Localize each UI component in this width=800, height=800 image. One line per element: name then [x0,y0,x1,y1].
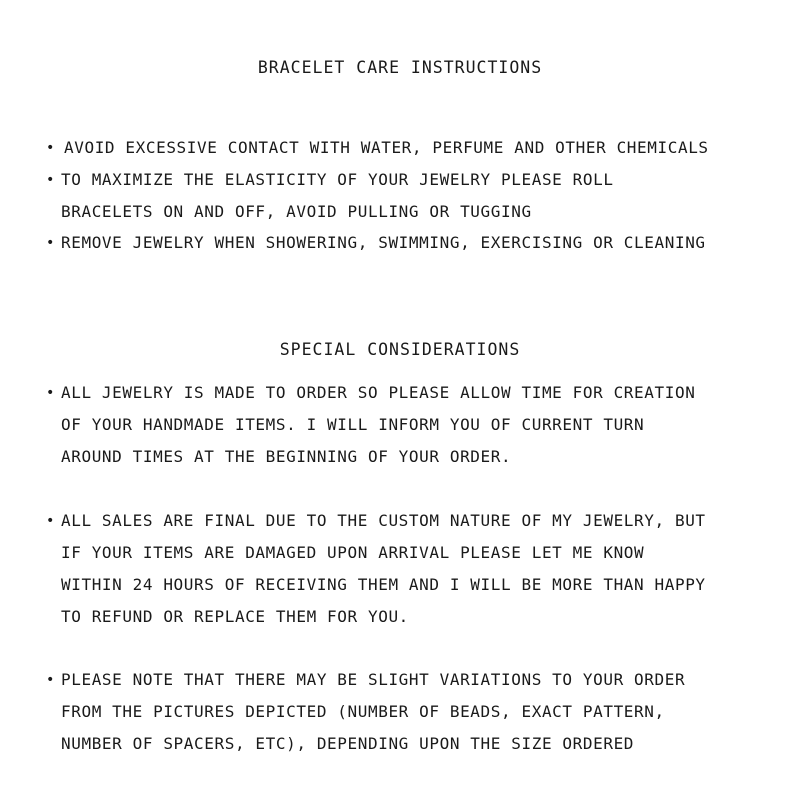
list-item-text: TO REFUND OR REPLACE THEM FOR YOU. [61,607,409,626]
list-item-text: FROM THE PICTURES DEPICTED (NUMBER OF BEADS, EXACT PATTERN, [61,702,665,721]
bullet-icon: • [46,172,56,188]
list-item-text: NUMBER OF SPACERS, ETC), DEPENDING UPON THE SIZE ORDERED [61,734,635,753]
list-item-text: WITHIN 24 HOURS OF RECEIVING THEM AND I WILL BE MORE THAN HAPPY [61,575,706,594]
list-item-text: AVOID EXCESSIVE CONTACT WITH WATER, PERFUME AND OTHER CHEMICALS [64,138,709,157]
list-item-text: BRACELETS ON AND OFF, AVOID PULLING OR TUGGING [61,202,532,221]
bullet-icon: • [46,513,56,529]
list-item-text: PLEASE NOTE THAT THERE MAY BE SLIGHT VARIATIONS TO YOUR ORDER [61,670,686,689]
list-item-text: ALL JEWELRY IS MADE TO ORDER SO PLEASE ALLOW TIME FOR CREATION [61,383,696,402]
list-item-text: OF YOUR HANDMADE ITEMS. I WILL INFORM YOU OF CURRENT TURN [61,415,645,434]
list-item-text: AROUND TIMES AT THE BEGINNING OF YOUR ORDER. [61,447,512,466]
bullet-icon: • [46,235,56,251]
bullet-icon: • [46,385,56,401]
special-considerations-heading: SPECIAL CONSIDERATIONS [279,340,521,359]
care-instructions-heading: BRACELET CARE INSTRUCTIONS [257,58,543,77]
bullet-icon: • [46,140,56,156]
list-item-text: REMOVE JEWELRY WHEN SHOWERING, SWIMMING, EXERCISING OR CLEANING [61,233,706,252]
list-item-text: TO MAXIMIZE THE ELASTICITY OF YOUR JEWELRY PLEASE ROLL [61,170,614,189]
bullet-icon: • [46,672,56,688]
list-item-text: IF YOUR ITEMS ARE DAMAGED UPON ARRIVAL PLEASE LET ME KNOW [61,543,645,562]
list-item-text: ALL SALES ARE FINAL DUE TO THE CUSTOM NATURE OF MY JEWELRY, BUT [61,511,706,530]
